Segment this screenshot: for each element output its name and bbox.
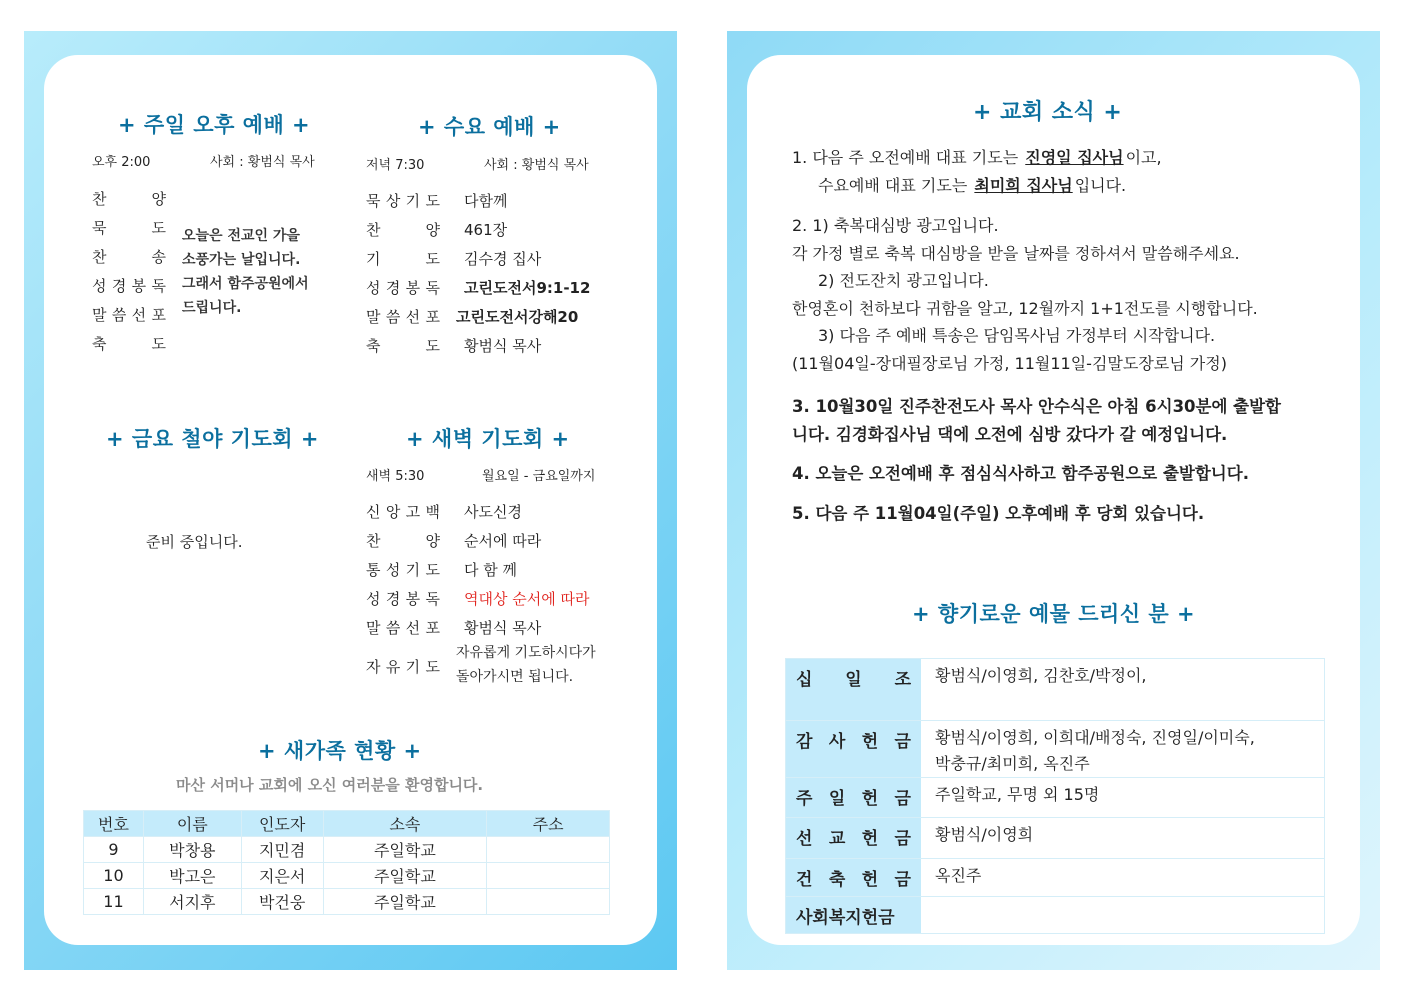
offering-value: 황범식/이영희, 김찬호/박정이, xyxy=(935,666,1147,685)
wednesday-item-label: 묵 상 기 도 xyxy=(366,192,440,210)
dawn-item-value: 사도신경 xyxy=(464,503,522,521)
dawn-item-value: 순서에 따라 xyxy=(464,532,542,550)
offering-label: 사회복지헌금 xyxy=(786,897,921,933)
new-family-subtitle: 마산 서머나 교회에 오신 여러분을 환영합니다. xyxy=(176,776,484,794)
news-item-2-line: (11월04일-장대필장로님 가정, 11월11일-김말도장로님 가정) xyxy=(792,354,1227,373)
dawn-free-prayer-line: 돌아가시면 됩니다. xyxy=(456,669,574,685)
table-cell xyxy=(487,863,610,889)
news-item-3-line: 니다. 김경화집사님 댁에 오전에 심방 갔다가 갈 예정입니다. xyxy=(792,425,1228,444)
news-item-2-line: 3) 다음 주 예배 특송은 담임목사님 가정부터 시작합니다. xyxy=(818,326,1216,345)
offering-label: 선 교 헌 금 xyxy=(786,818,921,858)
dawn-item-value: 역대상 순서에 따라 xyxy=(464,590,590,608)
dawn-prayer-title: + 새벽 기도회 + xyxy=(406,427,570,451)
table-cell: 지민겸 xyxy=(241,837,323,863)
dawn-days: 월요일 - 금요일까지 xyxy=(482,469,596,484)
sunday-item-label: 축 도 xyxy=(92,335,166,353)
column-header: 인도자 xyxy=(241,811,323,837)
sunday-note-line: 소풍가는 날입니다. xyxy=(182,252,301,268)
table-cell: 서지후 xyxy=(143,889,241,915)
table-cell: 주일학교 xyxy=(323,863,487,889)
table-header-row xyxy=(84,811,610,837)
sunday-time: 오후 2:00 xyxy=(92,155,151,170)
column-header: 주소 xyxy=(487,811,610,837)
sunday-item-label: 성 경 봉 독 xyxy=(92,277,166,295)
offering-row xyxy=(786,818,1324,859)
news-item-2-line: 2) 전도잔치 광고입니다. xyxy=(818,271,989,290)
sunday-host: 사회 : 황범식 목사 xyxy=(210,155,315,170)
dawn-item-value: 황범식 목사 xyxy=(464,619,542,637)
news-text: 이고, xyxy=(1125,148,1162,167)
sunday-note-line: 드립니다. xyxy=(182,300,242,316)
offering-value: 황범식/이영희 xyxy=(935,825,1034,844)
column-header: 이름 xyxy=(143,811,241,837)
church-news-title: + 교회 소식 + xyxy=(973,100,1123,125)
table-row xyxy=(84,889,610,915)
wednesday-item-value: 461장 xyxy=(464,221,508,239)
dawn-free-prayer-line: 자유롭게 기도하시다가 xyxy=(456,645,596,661)
wednesday-item-label: 찬 양 xyxy=(366,221,440,239)
offering-value xyxy=(921,721,1324,777)
friday-prayer-note: 준비 중입니다. xyxy=(146,533,243,551)
offering-label: 십 일 조 xyxy=(786,659,921,720)
wednesday-item-value: 다함께 xyxy=(464,192,508,210)
table-row xyxy=(84,863,610,889)
offering-row xyxy=(786,859,1324,897)
wednesday-item-value: 고린도전서9:1-12 xyxy=(464,279,591,297)
offering-label: 건 축 헌 금 xyxy=(786,859,921,896)
dawn-item-label: 통 성 기 도 xyxy=(366,561,440,579)
news-item-2-line: 2. 1) 축복대심방 광고입니다. xyxy=(792,216,999,235)
table-cell xyxy=(487,837,610,863)
table-cell: 박고은 xyxy=(143,863,241,889)
news-item-5: 5. 다음 주 11월04일(주일) 오후예배 후 당회 있습니다. xyxy=(792,504,1205,523)
offering-value: 옥진주 xyxy=(935,866,982,885)
news-item-1-cont xyxy=(818,172,1126,200)
table-cell: 지은서 xyxy=(241,863,323,889)
offering-value-line: 황범식/이영희, 이희대/배정숙, 진영일/이미숙, xyxy=(935,728,1255,747)
new-family-table xyxy=(83,810,610,915)
table-cell: 주일학교 xyxy=(323,889,487,915)
news-highlight-name: 진영일 집사님 xyxy=(1025,148,1124,167)
offering-value xyxy=(921,897,1324,933)
offering-table xyxy=(785,658,1325,934)
sunday-service-title: + 주일 오후 예배 + xyxy=(118,113,311,137)
offering-row xyxy=(786,659,1324,721)
sunday-item-label: 묵 도 xyxy=(92,219,166,237)
wednesday-item-label: 성 경 봉 독 xyxy=(366,279,440,297)
table-cell: 11 xyxy=(84,889,144,915)
new-family-title: + 새가족 현황 + xyxy=(258,739,422,763)
dawn-item-label: 자 유 기 도 xyxy=(366,658,440,676)
news-text: 1. 다음 주 오전예배 대표 기도는 xyxy=(792,148,1019,167)
dawn-item-label: 찬 양 xyxy=(366,532,440,550)
table-cell: 10 xyxy=(84,863,144,889)
wednesday-item-value: 고린도전서강해20 xyxy=(456,308,579,326)
news-highlight-name: 최미희 집사님 xyxy=(974,176,1073,195)
offering-row xyxy=(786,778,1324,818)
offering-label: 감 사 헌 금 xyxy=(786,721,921,777)
news-text: 수요예배 대표 기도는 xyxy=(818,176,968,195)
news-text: 입니다. xyxy=(1074,176,1127,195)
dawn-time: 새벽 5:30 xyxy=(366,469,425,484)
sunday-note xyxy=(182,224,309,320)
table-cell: 박창용 xyxy=(143,837,241,863)
offering-value-line: 박충규/최미희, 옥진주 xyxy=(935,754,1090,773)
news-item-4: 4. 오늘은 오전예배 후 점심식사하고 함주공원으로 출발합니다. xyxy=(792,464,1249,483)
table-row xyxy=(84,837,610,863)
table-cell: 9 xyxy=(84,837,144,863)
news-item-3-line: 3. 10월30일 진주찬전도사 목사 안수식은 아침 6시30분에 출발합 xyxy=(792,397,1281,416)
sunday-note-line: 오늘은 전교인 가을 xyxy=(182,228,300,244)
dawn-item-label: 성 경 봉 독 xyxy=(366,590,440,608)
offering-label: 주 일 헌 금 xyxy=(786,778,921,817)
wednesday-item-value: 황범식 목사 xyxy=(464,337,542,355)
column-header: 소속 xyxy=(323,811,487,837)
dawn-item-label: 신 앙 고 백 xyxy=(366,503,440,521)
offering-row xyxy=(786,897,1324,933)
news-item-2-line: 각 가정 별로 축복 대심방을 받을 날짜를 정하셔서 말씀해주세요. xyxy=(792,244,1240,263)
table-cell xyxy=(487,889,610,915)
wednesday-time: 저녁 7:30 xyxy=(366,158,425,173)
sunday-item-label: 말 씀 선 포 xyxy=(92,306,166,324)
news-item-2-line: 한영혼이 천하보다 귀함을 알고, 12월까지 1+1전도를 시행합니다. xyxy=(792,299,1258,318)
table-cell: 박건웅 xyxy=(241,889,323,915)
dawn-item-value: 다 함 께 xyxy=(464,561,518,579)
wednesday-item-label: 축 도 xyxy=(366,337,440,355)
sunday-note-line: 그래서 함주공원에서 xyxy=(182,276,309,292)
wednesday-item-value: 김수경 집사 xyxy=(464,250,542,268)
sunday-item-label: 찬 양 xyxy=(92,190,166,208)
news-item-1 xyxy=(792,144,1162,172)
table-cell: 주일학교 xyxy=(323,837,487,863)
offering-value: 주일학교, 무명 외 15명 xyxy=(935,785,1100,804)
sunday-item-label: 찬 송 xyxy=(92,248,166,266)
wednesday-item-label: 말 씀 선 포 xyxy=(366,308,440,326)
wednesday-service-title: + 수요 예배 + xyxy=(418,115,561,139)
friday-prayer-title: + 금요 철야 기도회 + xyxy=(106,427,319,451)
dawn-item-label: 말 씀 선 포 xyxy=(366,619,440,637)
column-header: 번호 xyxy=(84,811,144,837)
dawn-free-prayer-value xyxy=(456,641,596,689)
wednesday-item-label: 기 도 xyxy=(366,250,440,268)
offering-title: + 향기로운 예물 드리신 분 + xyxy=(912,602,1196,626)
wednesday-host: 사회 : 황범식 목사 xyxy=(484,158,589,173)
offering-row xyxy=(786,721,1324,778)
